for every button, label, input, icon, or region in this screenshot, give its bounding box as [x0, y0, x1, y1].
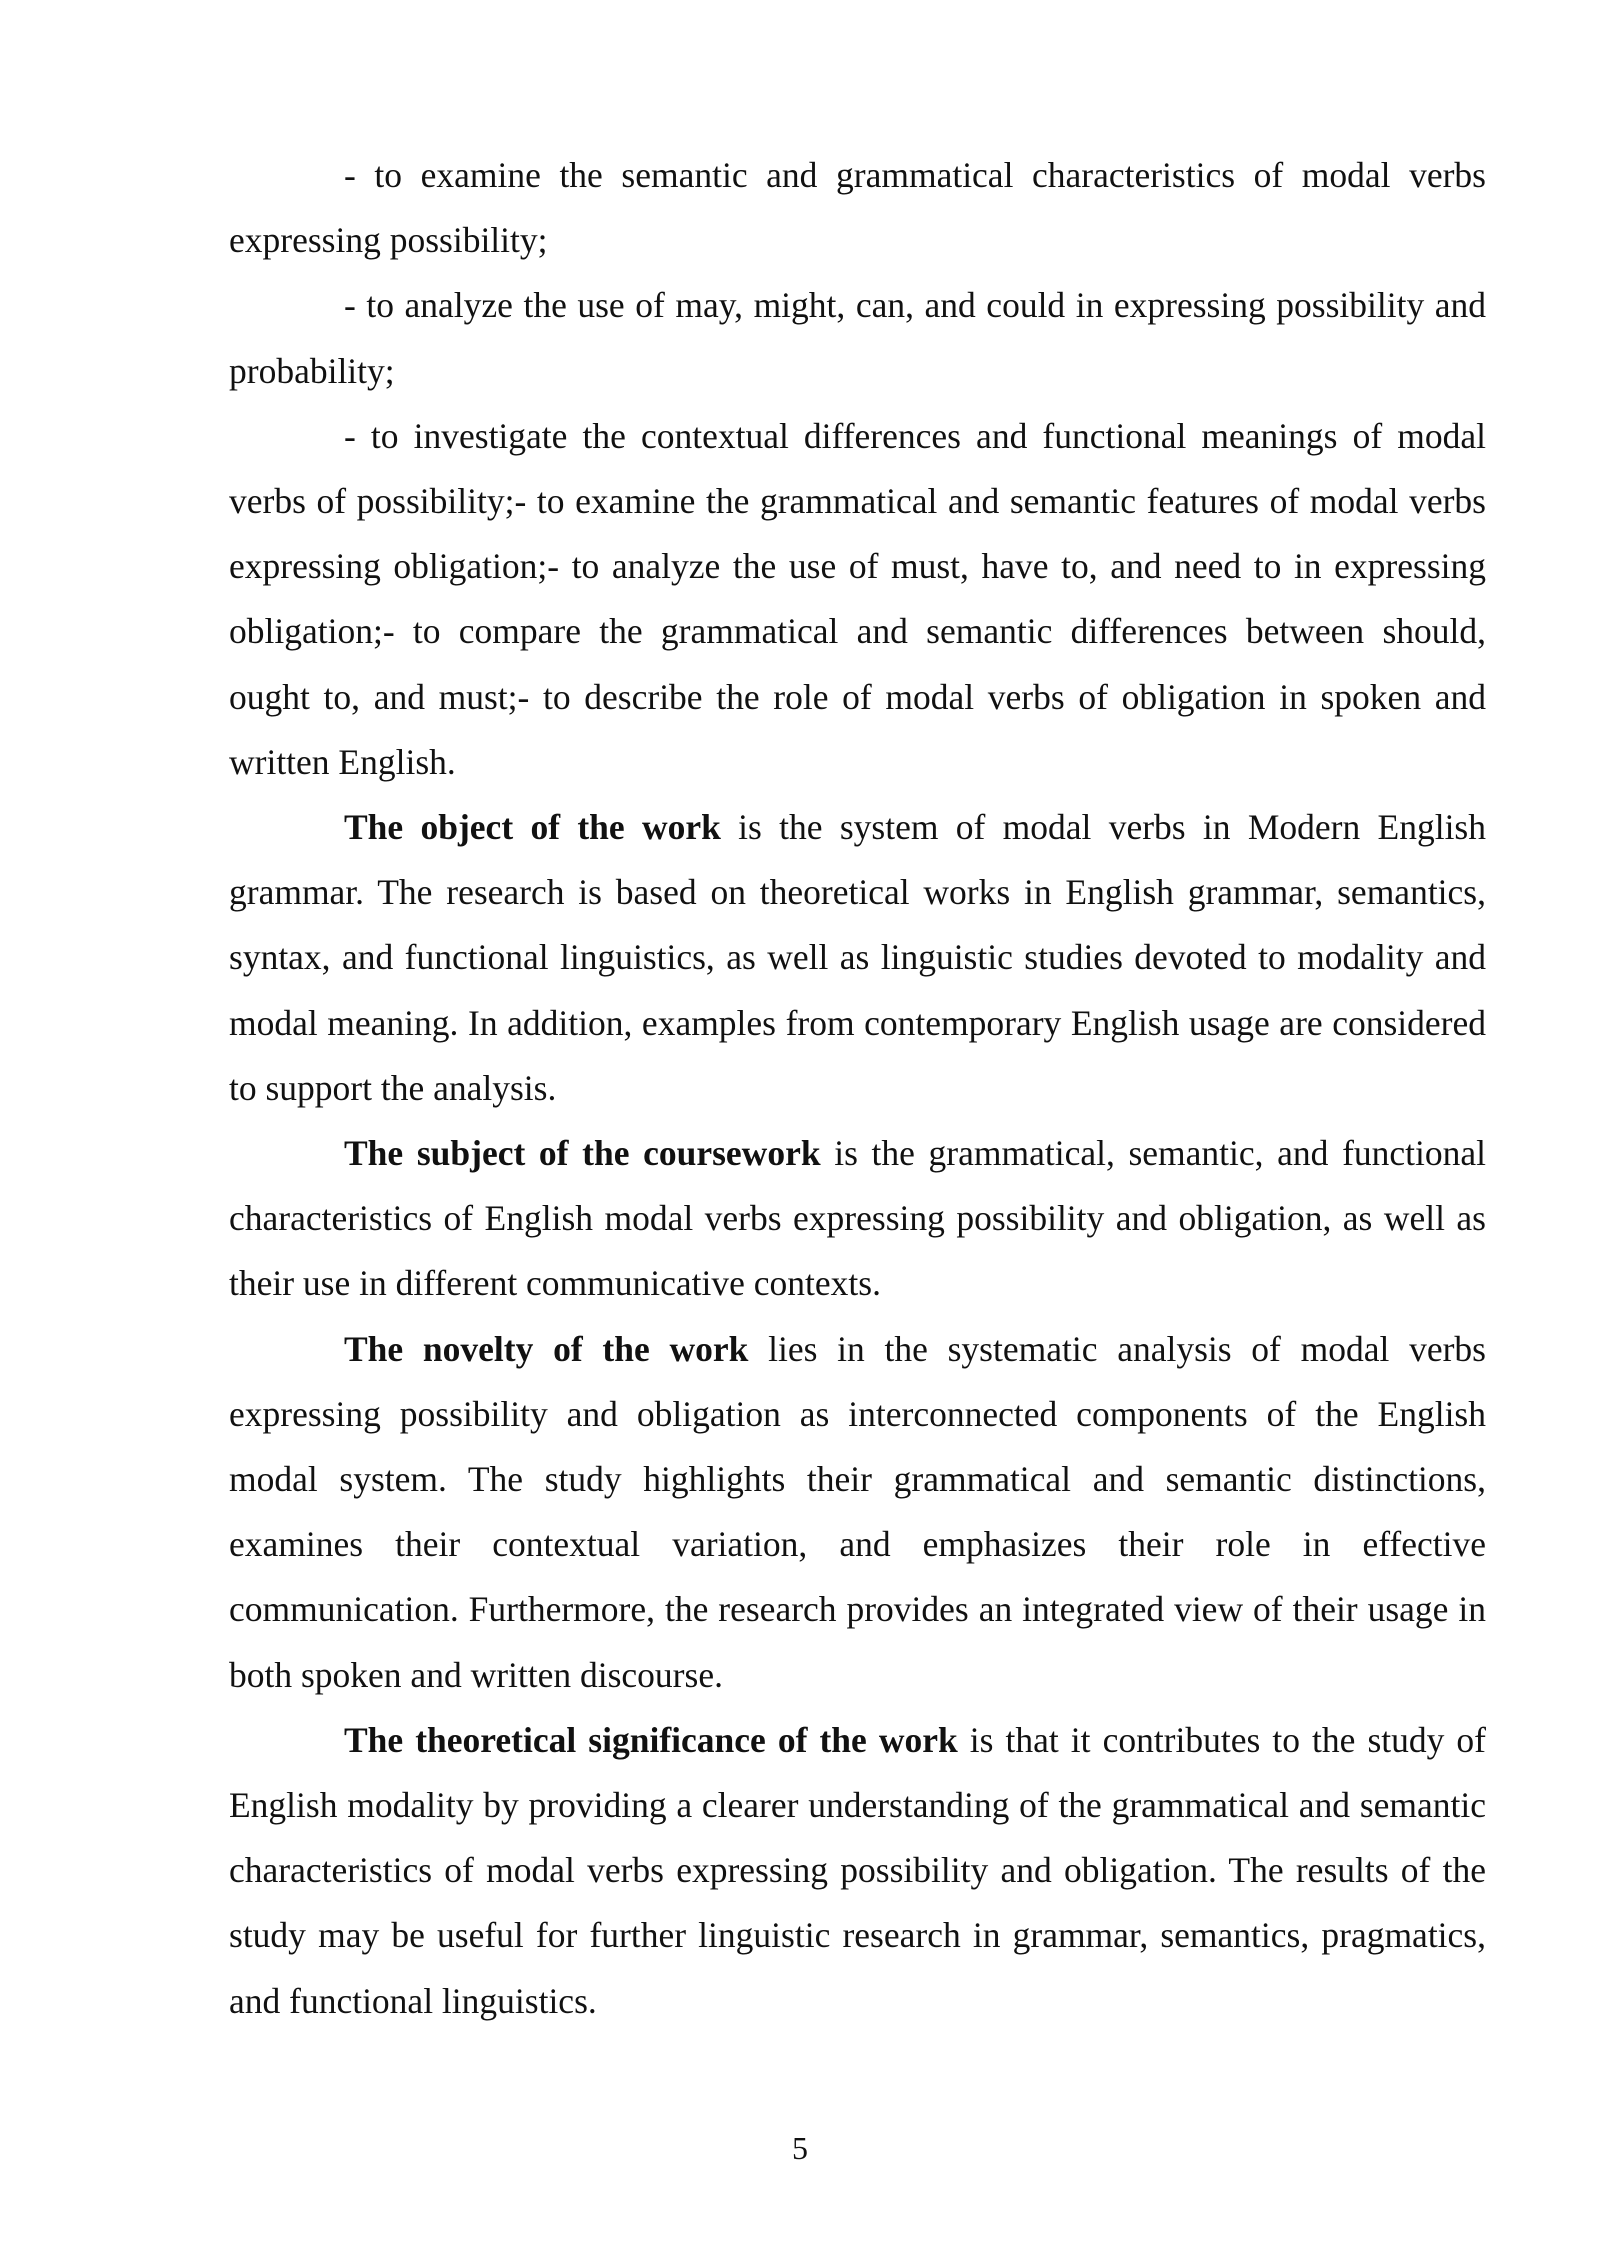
paragraph-text: is the system of modal verbs in Modern English grammar. The research is based on theoretical works in English grammar, semantics, syntax, and functional linguistics, as well as linguistic studies devoted to modality and modal meaning. In addition, examples from contemporary English usage are considered to support the analysis. — [229, 807, 1487, 1108]
paragraph-heading: The theoretical significance of the work — [344, 1719, 958, 1760]
page-number: 5 — [792, 2130, 808, 2166]
objective-paragraph-1 — [229, 143, 1486, 273]
objective-paragraph-3 — [229, 404, 1486, 795]
paragraph-heading: The subject of the coursework — [344, 1133, 821, 1174]
paragraph-text: - to examine the semantic and grammatical characteristics of modal verbs expressing possibility; — [229, 155, 1486, 261]
document-body — [229, 143, 1486, 2034]
object-of-work-paragraph — [229, 795, 1486, 1121]
objective-paragraph-2 — [229, 273, 1486, 403]
theoretical-significance-paragraph — [229, 1708, 1486, 2034]
paragraph-text: - to analyze the use of may, might, can, and could in expressing possibility and probability; — [229, 285, 1486, 391]
novelty-paragraph — [229, 1317, 1486, 1708]
paragraph-heading: The novelty of the work — [344, 1328, 749, 1369]
paragraph-heading: The object of the work — [344, 807, 721, 848]
paragraph-text: lies in the systematic analysis of modal verbs expressing possibility and obligation as interconnected components of the English modal system. The study highlights their grammatical and semantic distinctions, examines their contextual variation, and emphasizes their role in effective communication. Furthermore, the research provides an integrated view of their usage in both spoken and written discourse. — [229, 1328, 1486, 1695]
paragraph-text: is the grammatical, semantic, and functional characteristics of English modal verbs expressing possibility and obligation, as well as their use in different communicative contexts. — [229, 1133, 1486, 1304]
subject-of-coursework-paragraph — [229, 1121, 1486, 1317]
paragraph-text: is that it contributes to the study of English modality by providing a clearer understanding of the grammatical and semantic characteristics of modal verbs expressing possibility and obligation. The results of the study may be useful for further linguistic research in grammar, semantics, pragmatics, and functional linguistics. — [229, 1719, 1487, 2021]
paragraph-text: - to investigate the contextual differences and functional meanings of modal verbs of possibility;- to examine the grammatical and semantic features of modal verbs expressing obligation;- to analyze the use of must, have to, and need to in expressing obligation;- to compare the grammatical and semantic differences between should, ought to, and must;- to describe the role of modal verbs of obligation in spoken and written English. — [229, 415, 1486, 782]
